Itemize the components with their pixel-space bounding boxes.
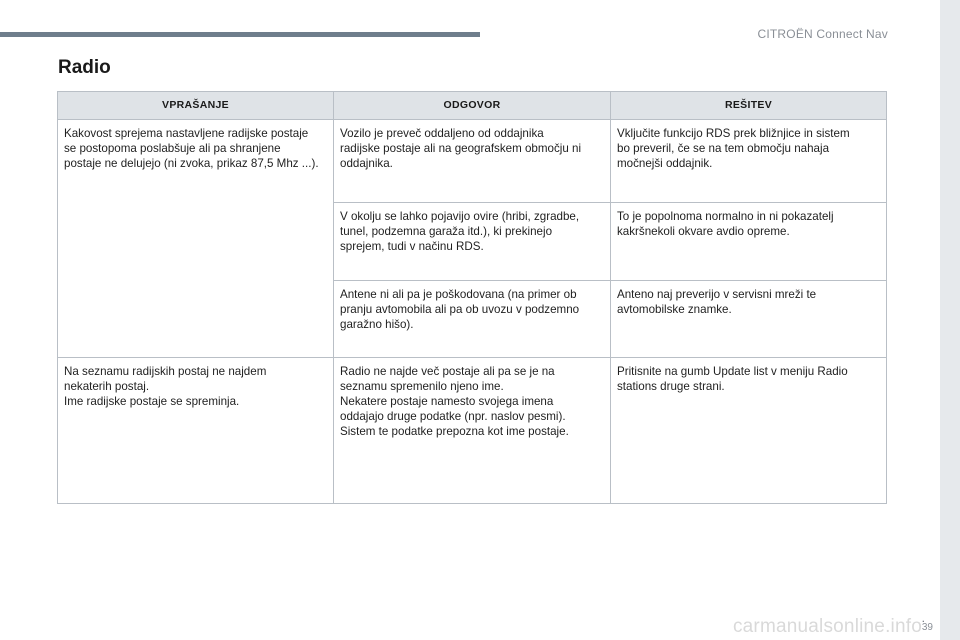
answer-cell bbox=[334, 120, 611, 203]
column-header-solution: REŠITEV bbox=[611, 92, 887, 120]
answer-cell bbox=[334, 203, 611, 281]
answer-text: V okolju se lahko pojavijo ovire (hribi, zgradbe, tunel, podzemna garaža itd.), ki prekinejo sprejem, tudi v načinu RDS. bbox=[340, 210, 580, 253]
question-cell bbox=[58, 358, 334, 504]
answer-cell bbox=[334, 358, 611, 504]
solution-cell bbox=[611, 358, 887, 504]
table-header-row bbox=[58, 92, 887, 120]
solution-cell bbox=[611, 281, 887, 358]
solution-cell bbox=[611, 203, 887, 281]
solution-text: Anteno naj preverijo v servisni mreži te avtomobilske znamke. bbox=[617, 288, 817, 316]
table-row bbox=[58, 358, 887, 504]
header-brand: CITROËN Connect Nav bbox=[757, 27, 888, 41]
page-number: 39 bbox=[921, 622, 933, 633]
question-text: Kakovost sprejema nastavljene radijske postaje se postopoma poslabšuje ali pa shranjene postaje ne delujejo (ni zvoka, prikaz 87,5 Mhz ...). bbox=[64, 127, 319, 170]
solution-text: Pritisnite na gumb Update list v meniju Radio stations druge strani. bbox=[617, 365, 848, 393]
solution-text: Vključite funkcijo RDS prek bližnjice in sistem bo preveril, če se na tem območju nahaja močnejši oddajnik. bbox=[617, 127, 850, 170]
page-title: Radio bbox=[58, 57, 111, 78]
solution-text: To je popolnoma normalno in ni pokazatelj kakršnekoli okvare avdio opreme. bbox=[617, 210, 834, 238]
site-watermark: carmanualsonline.info bbox=[732, 616, 922, 637]
solution-cell bbox=[611, 120, 887, 203]
column-header-answer: ODGOVOR bbox=[334, 92, 611, 120]
answer-text: Radio ne najde več postaje ali pa se je na seznamu spremenilo njeno ime. Nekatere postaje namesto svojega imena oddajajo druge podatke (npr. naslov pesmi). Sistem te podatke prepozna kot ime postaje. bbox=[340, 365, 569, 438]
question-cell bbox=[58, 120, 334, 358]
troubleshooting-table bbox=[57, 91, 887, 504]
header-rule bbox=[0, 32, 480, 37]
page-dots: . bbox=[921, 611, 925, 625]
table-row bbox=[58, 120, 887, 203]
question-text: Na seznamu radijskih postaj ne najdem nekaterih postaj. Ime radijske postaje se spreminja. bbox=[64, 365, 267, 408]
page-edge-strip bbox=[940, 0, 960, 640]
answer-cell bbox=[334, 281, 611, 358]
column-header-question: VPRAŠANJE bbox=[58, 92, 334, 120]
answer-text: Vozilo je preveč oddaljeno od oddajnika radijske postaje ali na geografskem območju ni oddajnika. bbox=[340, 127, 582, 170]
answer-text: Antene ni ali pa je poškodovana (na primer ob pranju avtomobila ali pa ob uvozu v podzemno garažno hišo). bbox=[340, 288, 580, 331]
